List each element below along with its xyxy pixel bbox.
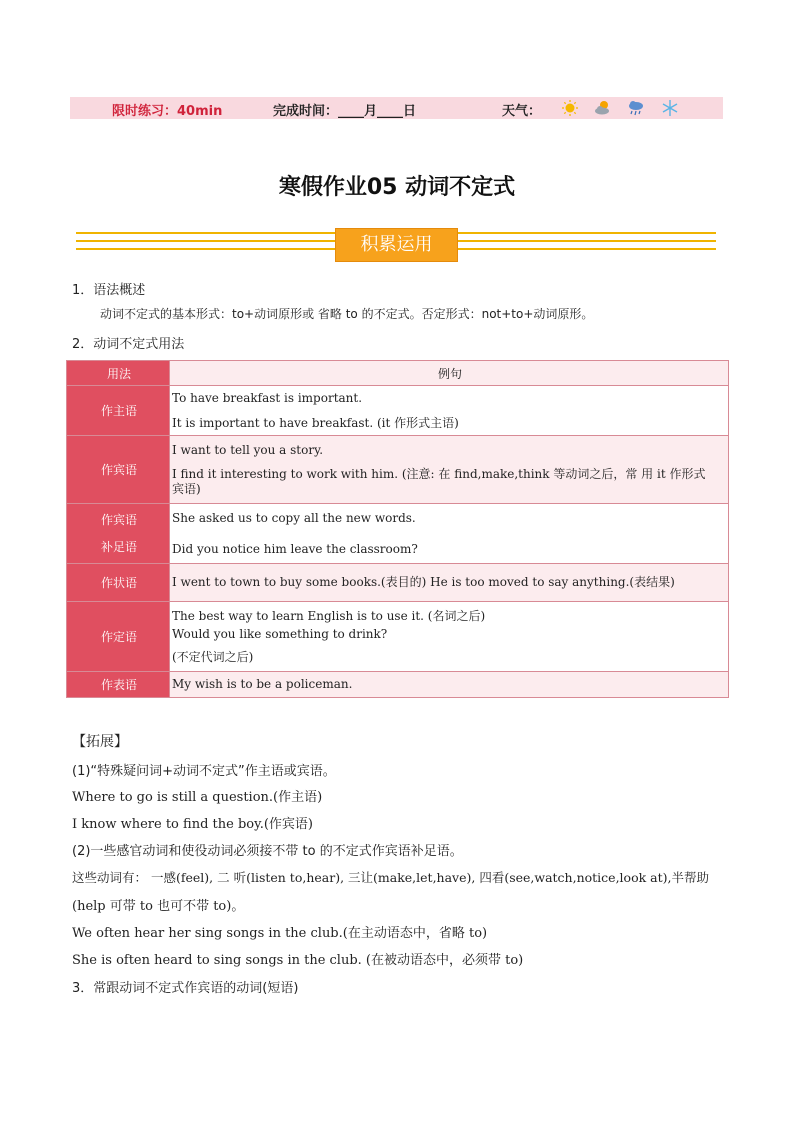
- header-bar: [70, 97, 723, 119]
- extension-verb-list-cont: (help 可带 to 也可不带 to)。: [72, 899, 245, 914]
- example-line: I went to town to buy some books.(表目的) He is too moved to say anything.(表结果): [172, 575, 675, 589]
- extension-point-1: (1)“特殊疑问词+动词不定式”作主语或宾语。: [72, 764, 336, 779]
- example-line: She asked us to copy all the new words.: [172, 510, 416, 525]
- example-cell: [170, 564, 729, 602]
- time-limit-label: 限时练习：40min: [112, 104, 223, 119]
- example-cell: [170, 672, 729, 698]
- table-row: [67, 436, 729, 504]
- extension-example: She is often heard to sing songs in the club. (在被动语态中，必须带 to): [72, 953, 524, 968]
- storm-icon[interactable]: [627, 99, 645, 117]
- example-line: 宾语): [172, 481, 201, 496]
- section-2-heading: 2．动词不定式用法: [72, 337, 185, 352]
- usage-cell: 作宾语: [67, 436, 170, 504]
- usage-cell: [67, 504, 170, 564]
- example-line: I find it interesting to work with him. (注意: 在 find,make,think 等动词之后，常 用 it 作形式: [172, 466, 706, 481]
- usage-cell: 作定语: [67, 602, 170, 672]
- extension-heading: 【拓展】: [72, 734, 128, 750]
- usage-cell-line: 补足语: [100, 539, 137, 554]
- table-row: [67, 672, 729, 698]
- section-3-heading: 3．常跟动词不定式作宾语的动词(短语): [72, 981, 299, 996]
- example-line: I want to tell you a story.: [172, 442, 324, 457]
- weather-label: 天气：: [502, 104, 542, 119]
- usage-cell: 作表语: [67, 672, 170, 698]
- section-1-heading: 1．语法概述: [72, 283, 146, 298]
- example-cell: [170, 504, 729, 564]
- example-cell: [170, 436, 729, 504]
- example-line: To have breakfast is important.: [172, 390, 363, 405]
- example-line: Did you notice him leave the classroom?: [172, 541, 418, 556]
- section-1-body: 动词不定式的基本形式：to+动词原形或 省略 to 的不定式。否定形式：not+to+动词原形。: [100, 307, 594, 321]
- usage-cell: 作状语: [67, 564, 170, 602]
- example-line: My wish is to be a policeman.: [172, 677, 353, 691]
- example-line: The best way to learn English is to use it. (名词之后): [172, 608, 486, 623]
- extension-point-2: (2)一些感官动词和使役动词必须接不带 to 的不定式作宾语补足语。: [72, 844, 463, 859]
- usage-cell: 作主语: [67, 386, 170, 436]
- table-header-example: 例句: [170, 361, 729, 386]
- table-header-usage: 用法: [67, 361, 170, 386]
- example-cell: [170, 386, 729, 436]
- example-line: Would you like something to drink?: [172, 626, 388, 641]
- extension-verb-list: 这些动词有： 一感(feel), 二 听(listen to,hear), 三让(make,let,have), 四看(see,watch,notice,look at),半帮助: [72, 870, 709, 885]
- table-row: [67, 386, 729, 436]
- usage-cell-line: 作宾语: [100, 512, 137, 527]
- table-row: [67, 564, 729, 602]
- extension-example: We often hear her sing songs in the club.(在主动语态中，省略 to): [72, 926, 488, 941]
- extension-example: I know where to find the boy.(作宾语): [72, 817, 313, 832]
- table-row: [67, 504, 729, 564]
- example-line: It is important to have breakfast. (it 作形式主语): [172, 415, 459, 430]
- example-line: (不定代词之后): [172, 649, 254, 664]
- extension-example: Where to go is still a question.(作主语): [72, 790, 323, 805]
- table-row: [67, 602, 729, 672]
- snowflake-icon[interactable]: [661, 99, 679, 117]
- usage-table: [66, 360, 729, 698]
- page-title: 寒假作业05 动词不定式: [278, 175, 516, 200]
- table-header-row: [67, 361, 729, 386]
- section-banner: 积累运用: [335, 228, 458, 262]
- completion-time-label: 完成时间：____月____日: [273, 104, 417, 119]
- sun-icon[interactable]: [561, 99, 579, 117]
- partly-cloudy-icon[interactable]: [594, 99, 612, 117]
- example-cell: [170, 602, 729, 672]
